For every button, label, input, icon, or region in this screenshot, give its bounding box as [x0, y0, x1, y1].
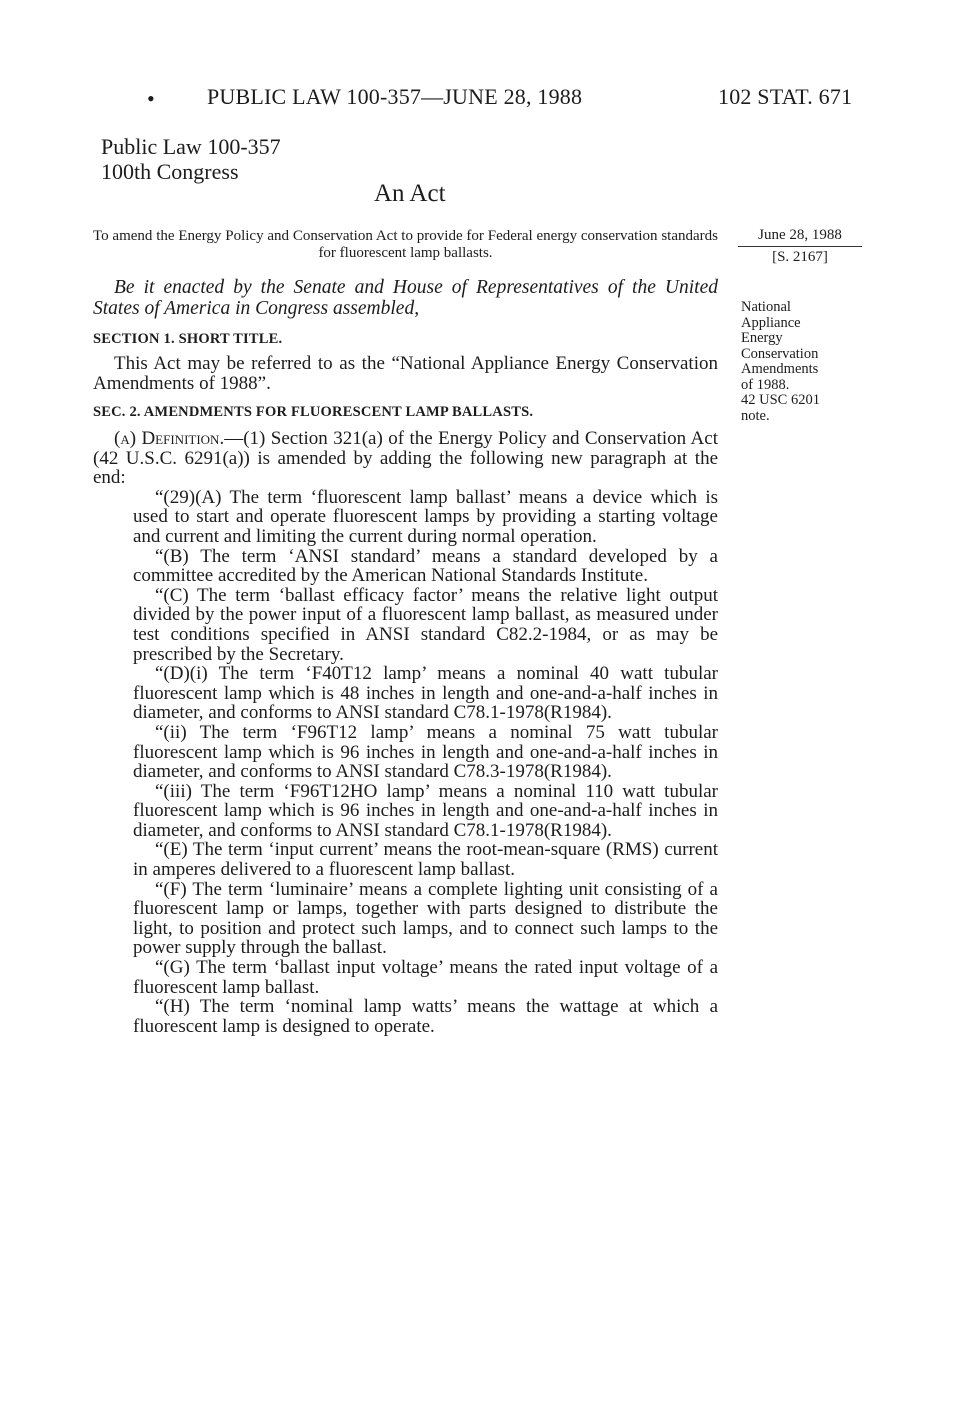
definitions-block — [93, 488, 718, 1037]
margin-note-line: Energy — [741, 330, 783, 346]
margin-note-line: Amendments — [741, 361, 819, 377]
margin-note-line: 42 USC 6201 — [741, 392, 820, 408]
enactment-date: June 28, 1988 — [758, 227, 842, 243]
act-purpose: To amend the Energy Policy and Conservation Act to provide for Federal energy conservation standards for fluorescent lamp ballasts. — [93, 228, 718, 261]
margin-note-line: Conservation — [741, 345, 819, 362]
section-2-body — [93, 429, 718, 1036]
enacting-clause: Be it enacted by the Senate and House of Representatives of the United States of America in Congress assembled, — [93, 277, 718, 319]
congress-number: 100th Congress — [101, 159, 239, 184]
margin-note-line: of 1988. — [741, 376, 790, 393]
margin-note-line: note. — [741, 407, 770, 424]
definition-paragraph: “(29)(A) The term ‘fluorescent lamp ballast’ means a device which is used to start and operate fluorescent lamps by providing a starting voltage and current and limiting the current during normal operation. — [133, 486, 718, 547]
definition-paragraph: “(ii) The term ‘F96T12 lamp’ means a nominal 75 watt tubular fluorescent lamp which is 96 inches in length and one-and-a-half inches in diameter, and conforms to ANSI standard C78.3-1978(R1984). — [133, 721, 718, 783]
bill-number: [S. 2167] — [772, 249, 828, 265]
header-bullet: • — [147, 86, 155, 111]
subsection-label: (a) Definition. — [114, 428, 225, 449]
definition-paragraph: “(E) The term ‘input current’ means the root-mean-square (RMS) current in amperes delivered to a fluorescent lamp ballast. — [133, 839, 718, 881]
act-title: An Act — [374, 180, 446, 207]
definition-paragraph: “(G) The term ‘ballast input voltage’ means the rated input voltage of a fluorescent lamp ballast. — [133, 957, 718, 998]
public-law-number: Public Law 100-357 — [101, 134, 281, 159]
section-1-heading: SECTION 1. SHORT TITLE. — [93, 331, 283, 347]
subsection-a-lead — [93, 429, 718, 488]
definition-paragraph: “(B) The term ‘ANSI standard’ means a standard developed by a committee accredited by the American National Standards Institute. — [133, 545, 718, 587]
definition-paragraph: “(iii) The term ‘F96T12HO lamp’ means a nominal 110 watt tubular fluorescent lamp which is 96 inches in length and one-and-a-half inches in diameter, and conforms to ANSI standard C78.1-1978(R1984). — [133, 780, 718, 841]
definition-paragraph: “(D)(i) The term ‘F40T12 lamp’ means a nominal 40 watt tubular fluorescent lamp which is 48 inches in length and one-and-a-half inches in diameter, and conforms to ANSI standard C78.1-1978(R1984). — [133, 663, 718, 724]
definition-paragraph: “(H) The term ‘nominal lamp watts’ means the wattage at which a fluorescent lamp is designed to operate. — [133, 996, 718, 1037]
running-title: PUBLIC LAW 100-357—JUNE 28, 1988 — [207, 84, 583, 109]
definition-paragraph: “(C) The term ‘ballast efficacy factor’ means the relative light output divided by the power input of a fluorescent lamp ballast, as measured under test conditions specified in ANSI standard C82.2-1984, or as may be prescribed by the Secretary. — [133, 584, 718, 665]
section-2-heading: SEC. 2. AMENDMENTS FOR FLUORESCENT LAMP BALLASTS. — [93, 404, 534, 420]
margin-note-line: Appliance — [741, 314, 801, 331]
definition-paragraph: “(F) The term ‘luminaire’ means a complete lighting unit consisting of a fluorescent lamp or lamps, together with parts designed to distribute the light, to position and protect such lamps, and to connect such lamps to the power supply through the ballast. — [133, 878, 718, 959]
stat-page-number: 102 STAT. 671 — [718, 84, 853, 109]
margin-note — [741, 300, 861, 424]
margin-note-line: National — [741, 299, 791, 315]
section-1-text: This Act may be referred to as the “National Appliance Energy Conservation Amendments of 1988”. — [93, 353, 718, 394]
subsection-lead-text: —(1) Section 321(a) of the Energy Policy and Conservation Act (42 U.S.C. 6291(a)) is amended by adding the following new paragraph at the end: — [93, 428, 718, 489]
